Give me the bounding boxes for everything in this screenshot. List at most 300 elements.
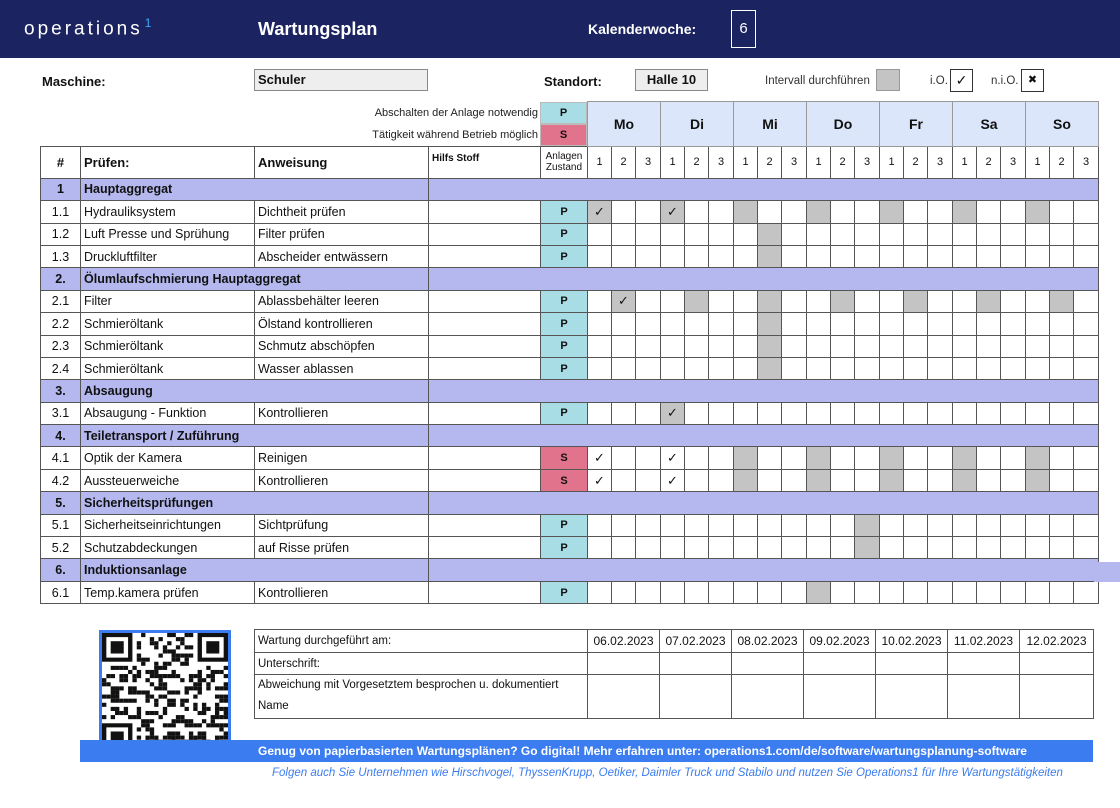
signature-field[interactable] [1020,653,1094,675]
check-cell[interactable] [1026,313,1050,335]
check-cell[interactable] [709,402,734,424]
check-cell[interactable] [782,223,807,245]
check-cell[interactable] [831,537,855,559]
check-cell[interactable] [1050,357,1074,379]
row-hilfsstoff[interactable] [429,469,541,491]
check-cell[interactable] [734,357,758,379]
row-hilfsstoff[interactable] [429,245,541,267]
check-cell[interactable] [709,447,734,469]
check-cell[interactable] [1026,469,1050,491]
check-cell[interactable] [661,290,685,312]
check-cell[interactable] [953,447,977,469]
check-cell[interactable] [636,313,661,335]
check-cell[interactable] [1074,447,1099,469]
check-cell[interactable] [1050,469,1074,491]
check-cell[interactable] [807,447,831,469]
check-cell[interactable] [734,402,758,424]
check-cell[interactable] [904,313,928,335]
check-cell[interactable] [758,335,782,357]
check-cell[interactable] [782,201,807,223]
check-cell[interactable] [782,335,807,357]
check-cell[interactable] [928,357,953,379]
check-cell[interactable] [807,201,831,223]
check-cell[interactable] [928,335,953,357]
check-cell[interactable] [636,245,661,267]
check-cell[interactable] [855,581,880,603]
check-cell[interactable] [1050,447,1074,469]
check-cell[interactable] [855,313,880,335]
check-cell[interactable] [953,357,977,379]
check-cell[interactable] [977,335,1001,357]
check-cell[interactable] [807,335,831,357]
check-cell[interactable] [953,201,977,223]
row-hilfsstoff[interactable] [429,447,541,469]
check-cell[interactable] [661,581,685,603]
qr-code[interactable] [99,630,231,755]
check-cell[interactable] [734,313,758,335]
check-cell[interactable] [612,447,636,469]
check-cell[interactable] [588,537,612,559]
check-cell[interactable] [734,245,758,267]
check-cell[interactable] [1026,514,1050,536]
check-cell[interactable] [734,223,758,245]
check-cell[interactable] [855,290,880,312]
name-field[interactable] [876,675,948,719]
check-cell[interactable] [758,245,782,267]
check-cell[interactable] [977,290,1001,312]
check-cell[interactable] [1001,201,1026,223]
check-cell[interactable] [709,223,734,245]
check-cell[interactable] [904,581,928,603]
check-cell[interactable] [685,245,709,267]
check-cell[interactable] [904,514,928,536]
check-cell[interactable] [1026,357,1050,379]
check-cell[interactable] [1074,514,1099,536]
calendar-week-field[interactable]: 6 [731,10,756,48]
check-cell[interactable] [904,469,928,491]
check-cell[interactable] [1026,537,1050,559]
check-cell[interactable] [685,313,709,335]
check-cell[interactable] [1074,469,1099,491]
check-cell[interactable] [1001,335,1026,357]
check-cell[interactable] [758,357,782,379]
check-cell[interactable] [636,469,661,491]
check-cell[interactable] [612,245,636,267]
check-cell[interactable] [588,447,612,469]
check-cell[interactable] [1001,514,1026,536]
check-cell[interactable] [831,223,855,245]
check-cell[interactable] [904,402,928,424]
check-cell[interactable] [831,514,855,536]
check-cell[interactable] [977,402,1001,424]
check-cell[interactable] [782,313,807,335]
check-cell[interactable] [758,581,782,603]
check-cell[interactable] [953,537,977,559]
check-cell[interactable] [928,514,953,536]
check-cell[interactable] [1050,245,1074,267]
row-hilfsstoff[interactable] [429,335,541,357]
check-cell[interactable] [636,537,661,559]
check-cell[interactable] [807,537,831,559]
check-cell[interactable] [1026,402,1050,424]
check-cell[interactable] [1001,357,1026,379]
check-cell[interactable] [1001,537,1026,559]
check-cell[interactable] [661,201,685,223]
check-cell[interactable] [1074,313,1099,335]
check-cell[interactable] [1074,223,1099,245]
check-cell[interactable] [588,201,612,223]
check-cell[interactable] [880,402,904,424]
check-cell[interactable] [1050,402,1074,424]
check-cell[interactable] [977,581,1001,603]
check-cell[interactable] [880,313,904,335]
check-cell[interactable] [709,469,734,491]
check-cell[interactable] [831,201,855,223]
check-cell[interactable] [880,335,904,357]
check-cell[interactable] [612,402,636,424]
promo-banner-link[interactable]: Genug von papierbasierten Wartungsplänen? Go digital! Mehr erfahren unter: operations1.com/de/software/wartungsplanung-software [80,740,1093,762]
check-cell[interactable] [588,223,612,245]
check-cell[interactable] [855,514,880,536]
check-cell[interactable] [685,447,709,469]
check-cell[interactable] [1026,335,1050,357]
check-cell[interactable] [709,290,734,312]
check-cell[interactable] [758,469,782,491]
check-cell[interactable] [685,514,709,536]
check-cell[interactable] [953,402,977,424]
check-cell[interactable] [758,514,782,536]
check-cell[interactable] [685,290,709,312]
check-cell[interactable] [855,245,880,267]
check-cell[interactable] [904,335,928,357]
check-cell[interactable] [782,290,807,312]
check-cell[interactable] [1074,537,1099,559]
check-cell[interactable] [758,290,782,312]
name-field[interactable] [804,675,876,719]
check-cell[interactable] [734,290,758,312]
row-hilfsstoff[interactable] [429,313,541,335]
check-cell[interactable] [782,469,807,491]
row-hilfsstoff[interactable] [429,581,541,603]
check-cell[interactable] [880,537,904,559]
check-cell[interactable] [612,469,636,491]
check-cell[interactable] [612,223,636,245]
check-cell[interactable] [855,402,880,424]
check-cell[interactable] [953,514,977,536]
check-cell[interactable] [782,402,807,424]
check-cell[interactable] [1050,537,1074,559]
row-hilfsstoff[interactable] [429,514,541,536]
check-cell[interactable] [588,581,612,603]
check-cell[interactable] [880,581,904,603]
check-cell[interactable] [928,537,953,559]
check-cell[interactable] [880,223,904,245]
check-cell[interactable] [807,245,831,267]
check-cell[interactable] [1074,581,1099,603]
check-cell[interactable] [928,201,953,223]
check-cell[interactable] [661,313,685,335]
check-cell[interactable] [855,447,880,469]
check-cell[interactable] [709,201,734,223]
check-cell[interactable] [977,357,1001,379]
check-cell[interactable] [953,245,977,267]
check-cell[interactable] [831,402,855,424]
check-cell[interactable] [709,313,734,335]
check-cell[interactable] [953,581,977,603]
check-cell[interactable] [709,245,734,267]
check-cell[interactable] [1074,335,1099,357]
check-cell[interactable] [685,537,709,559]
check-cell[interactable] [661,357,685,379]
check-cell[interactable] [904,537,928,559]
check-cell[interactable] [977,245,1001,267]
check-cell[interactable] [904,357,928,379]
check-cell[interactable] [928,581,953,603]
check-cell[interactable] [953,313,977,335]
check-cell[interactable] [1001,290,1026,312]
name-field[interactable] [660,675,732,719]
check-cell[interactable] [636,201,661,223]
check-cell[interactable] [758,201,782,223]
check-cell[interactable] [661,447,685,469]
check-cell[interactable] [782,245,807,267]
check-cell[interactable] [977,514,1001,536]
check-cell[interactable] [1001,245,1026,267]
check-cell[interactable] [734,447,758,469]
check-cell[interactable] [928,469,953,491]
check-cell[interactable] [1074,290,1099,312]
check-cell[interactable] [782,581,807,603]
signature-field[interactable] [876,653,948,675]
check-cell[interactable] [831,290,855,312]
check-cell[interactable] [880,245,904,267]
check-cell[interactable] [977,469,1001,491]
check-cell[interactable] [1050,201,1074,223]
check-cell[interactable] [977,537,1001,559]
check-cell[interactable] [661,245,685,267]
check-cell[interactable] [807,581,831,603]
check-cell[interactable] [831,357,855,379]
check-cell[interactable] [685,581,709,603]
check-cell[interactable] [685,357,709,379]
check-cell[interactable] [953,335,977,357]
check-cell[interactable] [1001,447,1026,469]
check-cell[interactable] [977,201,1001,223]
io-checkbox[interactable]: ✓ [950,69,973,92]
row-hilfsstoff[interactable] [429,402,541,424]
check-cell[interactable] [709,357,734,379]
check-cell[interactable] [928,447,953,469]
signature-field[interactable] [588,653,660,675]
check-cell[interactable] [1050,335,1074,357]
check-cell[interactable] [782,537,807,559]
check-cell[interactable] [807,514,831,536]
check-cell[interactable] [709,335,734,357]
row-hilfsstoff[interactable] [429,357,541,379]
signature-field[interactable] [660,653,732,675]
check-cell[interactable] [1026,581,1050,603]
location-field[interactable]: Halle 10 [635,69,708,91]
check-cell[interactable] [1050,514,1074,536]
check-cell[interactable] [831,245,855,267]
check-cell[interactable] [1001,469,1026,491]
check-cell[interactable] [685,335,709,357]
check-cell[interactable] [612,201,636,223]
check-cell[interactable] [758,402,782,424]
check-cell[interactable] [588,357,612,379]
check-cell[interactable] [1001,313,1026,335]
check-cell[interactable] [880,290,904,312]
check-cell[interactable] [1026,290,1050,312]
check-cell[interactable] [807,313,831,335]
check-cell[interactable] [1074,402,1099,424]
check-cell[interactable] [928,402,953,424]
check-cell[interactable] [685,223,709,245]
check-cell[interactable] [1001,581,1026,603]
check-cell[interactable] [977,223,1001,245]
check-cell[interactable] [636,514,661,536]
check-cell[interactable] [880,357,904,379]
check-cell[interactable] [758,223,782,245]
check-cell[interactable] [855,537,880,559]
row-hilfsstoff[interactable] [429,201,541,223]
check-cell[interactable] [685,201,709,223]
check-cell[interactable] [831,313,855,335]
check-cell[interactable] [588,514,612,536]
name-field[interactable] [588,675,660,719]
check-cell[interactable] [904,223,928,245]
check-cell[interactable] [855,357,880,379]
check-cell[interactable] [904,447,928,469]
name-field[interactable] [948,675,1020,719]
check-cell[interactable] [831,469,855,491]
check-cell[interactable] [904,245,928,267]
check-cell[interactable] [588,402,612,424]
check-cell[interactable] [661,335,685,357]
check-cell[interactable] [588,290,612,312]
check-cell[interactable] [636,581,661,603]
check-cell[interactable] [588,469,612,491]
check-cell[interactable] [1026,245,1050,267]
check-cell[interactable] [588,245,612,267]
check-cell[interactable] [1026,223,1050,245]
row-hilfsstoff[interactable] [429,537,541,559]
check-cell[interactable] [709,537,734,559]
check-cell[interactable] [831,581,855,603]
check-cell[interactable] [709,514,734,536]
check-cell[interactable] [1001,402,1026,424]
check-cell[interactable] [855,201,880,223]
check-cell[interactable] [1050,290,1074,312]
machine-field[interactable]: Schuler [254,69,428,91]
check-cell[interactable] [831,447,855,469]
check-cell[interactable] [612,357,636,379]
check-cell[interactable] [977,313,1001,335]
check-cell[interactable] [807,290,831,312]
check-cell[interactable] [1074,357,1099,379]
check-cell[interactable] [612,313,636,335]
check-cell[interactable] [953,469,977,491]
check-cell[interactable] [685,469,709,491]
check-cell[interactable] [758,447,782,469]
check-cell[interactable] [928,223,953,245]
check-cell[interactable] [807,223,831,245]
check-cell[interactable] [612,581,636,603]
check-cell[interactable] [782,447,807,469]
check-cell[interactable] [782,357,807,379]
check-cell[interactable] [685,402,709,424]
check-cell[interactable] [855,335,880,357]
check-cell[interactable] [709,581,734,603]
check-cell[interactable] [661,514,685,536]
check-cell[interactable] [758,313,782,335]
check-cell[interactable] [661,402,685,424]
operations1-logo[interactable]: operations $^1$ [24,16,152,40]
check-cell[interactable] [1074,201,1099,223]
check-cell[interactable] [1050,223,1074,245]
check-cell[interactable] [734,537,758,559]
check-cell[interactable] [734,201,758,223]
check-cell[interactable] [880,514,904,536]
check-cell[interactable] [831,335,855,357]
check-cell[interactable] [807,402,831,424]
check-cell[interactable] [734,581,758,603]
check-cell[interactable] [636,402,661,424]
check-cell[interactable] [880,469,904,491]
nio-checkbox[interactable]: ✖ [1021,69,1044,92]
check-cell[interactable] [661,469,685,491]
check-cell[interactable] [661,223,685,245]
check-cell[interactable] [734,335,758,357]
row-hilfsstoff[interactable] [429,223,541,245]
check-cell[interactable] [880,447,904,469]
check-cell[interactable] [1026,201,1050,223]
signature-field[interactable] [948,653,1020,675]
check-cell[interactable] [734,514,758,536]
name-field[interactable] [732,675,804,719]
check-cell[interactable] [636,447,661,469]
check-cell[interactable] [758,537,782,559]
check-cell[interactable] [977,447,1001,469]
signature-field[interactable] [732,653,804,675]
check-cell[interactable] [612,290,636,312]
check-cell[interactable] [807,469,831,491]
check-cell[interactable] [661,537,685,559]
check-cell[interactable] [855,469,880,491]
check-cell[interactable] [636,290,661,312]
check-cell[interactable] [928,290,953,312]
check-cell[interactable] [612,514,636,536]
check-cell[interactable] [1050,313,1074,335]
check-cell[interactable] [1074,245,1099,267]
check-cell[interactable] [880,201,904,223]
check-cell[interactable] [636,335,661,357]
row-hilfsstoff[interactable] [429,290,541,312]
check-cell[interactable] [588,335,612,357]
check-cell[interactable] [928,313,953,335]
check-cell[interactable] [588,313,612,335]
check-cell[interactable] [953,290,977,312]
check-cell[interactable] [636,357,661,379]
check-cell[interactable] [953,223,977,245]
check-cell[interactable] [855,223,880,245]
check-cell[interactable] [928,245,953,267]
check-cell[interactable] [1050,581,1074,603]
check-cell[interactable] [612,537,636,559]
check-cell[interactable] [1026,447,1050,469]
check-cell[interactable] [612,335,636,357]
check-cell[interactable] [636,223,661,245]
